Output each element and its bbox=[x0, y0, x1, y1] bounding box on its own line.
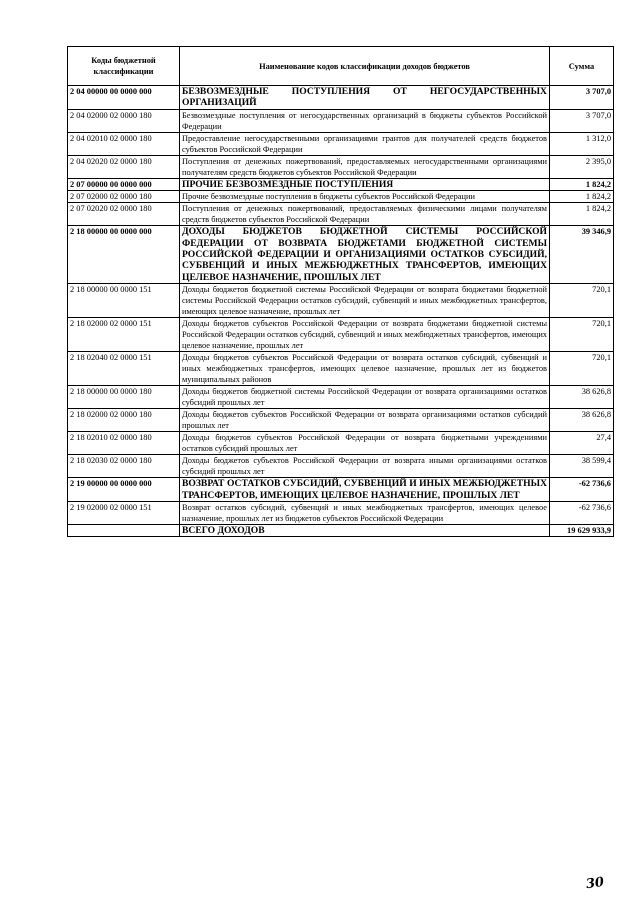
header-name: Наименование кодов классификации доходов бюджетов bbox=[180, 47, 550, 86]
budget-code-cell: 2 19 02000 02 0000 151 bbox=[68, 502, 180, 525]
amount-cell: 1 824,2 bbox=[550, 203, 614, 226]
header-row bbox=[68, 47, 614, 86]
amount-cell: 39 346,9 bbox=[550, 226, 614, 284]
table-row bbox=[68, 86, 614, 110]
budget-code-cell: 2 07 02020 02 0000 180 bbox=[68, 203, 180, 226]
total-row bbox=[68, 525, 614, 537]
table-row bbox=[68, 455, 614, 478]
table-body bbox=[68, 86, 614, 525]
table-row bbox=[68, 478, 614, 502]
amount-cell: 3 707,0 bbox=[550, 86, 614, 110]
amount-cell: 2 395,0 bbox=[550, 155, 614, 178]
revenue-name-cell: ПРОЧИЕ БЕЗВОЗМЕЗДНЫЕ ПОСТУПЛЕНИЯ bbox=[180, 178, 550, 190]
budget-code-cell: 2 07 02000 02 0000 180 bbox=[68, 191, 180, 203]
budget-code-cell: 2 04 02020 02 0000 180 bbox=[68, 155, 180, 178]
revenue-name-cell: ВОЗВРАТ ОСТАТКОВ СУБСИДИЙ, СУБВЕНЦИЙ И ИНЫХ МЕЖБЮДЖЕТНЫХ ТРАНСФЕРТОВ, ИМЕЮЩИХ ЦЕЛЕВОЕ НАЗНАЧЕНИЕ, ПРОШЛЫХ ЛЕТ bbox=[180, 478, 550, 502]
revenue-name-cell: Поступления от денежных пожертвований, предоставляемых физическими лицами получателям средств бюджетов субъектов Российской Федерации bbox=[180, 203, 550, 226]
revenue-name-cell: БЕЗВОЗМЕЗДНЫЕ ПОСТУПЛЕНИЯ ОТ НЕГОСУДАРСТВЕННЫХ ОРГАНИЗАЦИЙ bbox=[180, 86, 550, 110]
budget-code-cell: 2 18 02000 02 0000 151 bbox=[68, 318, 180, 352]
revenue-name-cell: Доходы бюджетов субъектов Российской Федерации от возврата бюджетными учреждениями остатков субсидий прошлых лет bbox=[180, 432, 550, 455]
total-code-cell bbox=[68, 525, 180, 537]
amount-cell: -62 736,6 bbox=[550, 502, 614, 525]
revenue-name-cell: Доходы бюджетов бюджетной системы Российской Федерации от возврата организациями остатков субсидий прошлых лет bbox=[180, 386, 550, 409]
amount-cell: 3 707,0 bbox=[550, 109, 614, 132]
amount-cell: 720,1 bbox=[550, 352, 614, 386]
budget-code-cell: 2 19 00000 00 0000 000 bbox=[68, 478, 180, 502]
budget-code-cell: 2 18 00000 00 0000 180 bbox=[68, 386, 180, 409]
table-row bbox=[68, 109, 614, 132]
budget-code-cell: 2 04 02010 02 0000 180 bbox=[68, 132, 180, 155]
table-row bbox=[68, 178, 614, 190]
table-row bbox=[68, 352, 614, 386]
revenue-name-cell: Возврат остатков субсидий, субвенций и иных межбюджетных трансфертов, имеющих целевое назначение, прошлых лет из бюджетов субъектов Российской Федерации bbox=[180, 502, 550, 525]
table-row bbox=[68, 203, 614, 226]
budget-code-cell: 2 18 02040 02 0000 151 bbox=[68, 352, 180, 386]
total-sum: 19 629 933,9 bbox=[550, 525, 614, 537]
revenue-name-cell: Доходы бюджетов субъектов Российской Федерации от возврата бюджетами бюджетной системы Российской Федерации остатков субсидий, субвенций и иных межбюджетных трансфертов, имеющих целевое назначение, прошлых лет bbox=[180, 318, 550, 352]
budget-code-cell: 2 18 00000 00 0000 151 bbox=[68, 284, 180, 318]
budget-code-cell: 2 18 02010 02 0000 180 bbox=[68, 432, 180, 455]
table-row bbox=[68, 155, 614, 178]
table-row bbox=[68, 318, 614, 352]
amount-cell: 38 626,8 bbox=[550, 409, 614, 432]
revenue-name-cell: Доходы бюджетов субъектов Российской Федерации от возврата организациями остатков субсидий прошлых лет bbox=[180, 409, 550, 432]
budget-code-cell: 2 18 02030 02 0000 180 bbox=[68, 455, 180, 478]
table-row bbox=[68, 432, 614, 455]
amount-cell: 27,4 bbox=[550, 432, 614, 455]
page-number-mark: 30 bbox=[585, 874, 606, 893]
revenue-name-cell: Безвозмездные поступления от негосударственных организаций в бюджеты субъектов Российской Федерации bbox=[180, 109, 550, 132]
budget-code-cell: 2 04 00000 00 0000 000 bbox=[68, 86, 180, 110]
budget-code-cell: 2 18 02000 02 0000 180 bbox=[68, 409, 180, 432]
table-row bbox=[68, 284, 614, 318]
amount-cell: 1 824,2 bbox=[550, 191, 614, 203]
table-row bbox=[68, 132, 614, 155]
budget-code-cell: 2 04 02000 02 0000 180 bbox=[68, 109, 180, 132]
table-row bbox=[68, 191, 614, 203]
revenue-name-cell: Доходы бюджетов субъектов Российской Федерации от возврата иными организациями остатков субсидий прошлых лет bbox=[180, 455, 550, 478]
table-row bbox=[68, 386, 614, 409]
amount-cell: -62 736,6 bbox=[550, 478, 614, 502]
amount-cell: 1 312,0 bbox=[550, 132, 614, 155]
revenue-name-cell: Поступления от денежных пожертвований, предоставляемых негосударственными организациями получателям средств бюджетов субъектов Российской Федерации bbox=[180, 155, 550, 178]
revenue-name-cell: ДОХОДЫ БЮДЖЕТОВ БЮДЖЕТНОЙ СИСТЕМЫ РОССИЙСКОЙ ФЕДЕРАЦИИ ОТ ВОЗВРАТА БЮДЖЕТАМИ БЮДЖЕТНОЙ СИСТЕМЫ РОССИЙСКОЙ ФЕДЕРАЦИИ И ОРГАНИЗАЦИЯМИ ОСТАТКОВ СУБСИДИЙ, СУБВЕНЦИЙ И ИНЫХ МЕЖБЮДЖЕТНЫХ ТРАНСФЕРТОВ, ИМЕЮЩИХ ЦЕЛЕВОЕ НАЗНАЧЕНИЕ, ПРОШЛЫХ ЛЕТ bbox=[180, 226, 550, 284]
amount-cell: 38 599,4 bbox=[550, 455, 614, 478]
amount-cell: 720,1 bbox=[550, 318, 614, 352]
revenue-name-cell: Доходы бюджетов субъектов Российской Федерации от возврата остатков субсидий, субвенций и иных межбюджетных трансфертов, имеющих целевое назначение, прошлых лет из бюджетов муниципальных районов bbox=[180, 352, 550, 386]
table-row bbox=[68, 226, 614, 284]
revenue-name-cell: Прочие безвозмездные поступления в бюджеты субъектов Российской Федерации bbox=[180, 191, 550, 203]
revenue-name-cell: Предоставление негосударственными организациями грантов для получателей средств бюджетов субъектов Российской Федерации bbox=[180, 132, 550, 155]
amount-cell: 720,1 bbox=[550, 284, 614, 318]
budget-code-cell: 2 18 00000 00 0000 000 bbox=[68, 226, 180, 284]
table-row bbox=[68, 502, 614, 525]
amount-cell: 1 824,2 bbox=[550, 178, 614, 190]
amount-cell: 38 626,8 bbox=[550, 386, 614, 409]
budget-code-cell: 2 07 00000 00 0000 000 bbox=[68, 178, 180, 190]
total-label: ВСЕГО ДОХОДОВ bbox=[180, 525, 550, 537]
table-row bbox=[68, 409, 614, 432]
header-sum: Сумма bbox=[550, 47, 614, 86]
header-code: Коды бюджетной классификации bbox=[68, 47, 180, 86]
revenue-table bbox=[67, 46, 614, 537]
revenue-name-cell: Доходы бюджетов бюджетной системы Российской Федерации от возврата бюджетами бюджетной системы Российской Федерации остатков субсидий, субвенций и иных межбюджетных трансфертов, имеющих целевое назначение, прошлых лет bbox=[180, 284, 550, 318]
